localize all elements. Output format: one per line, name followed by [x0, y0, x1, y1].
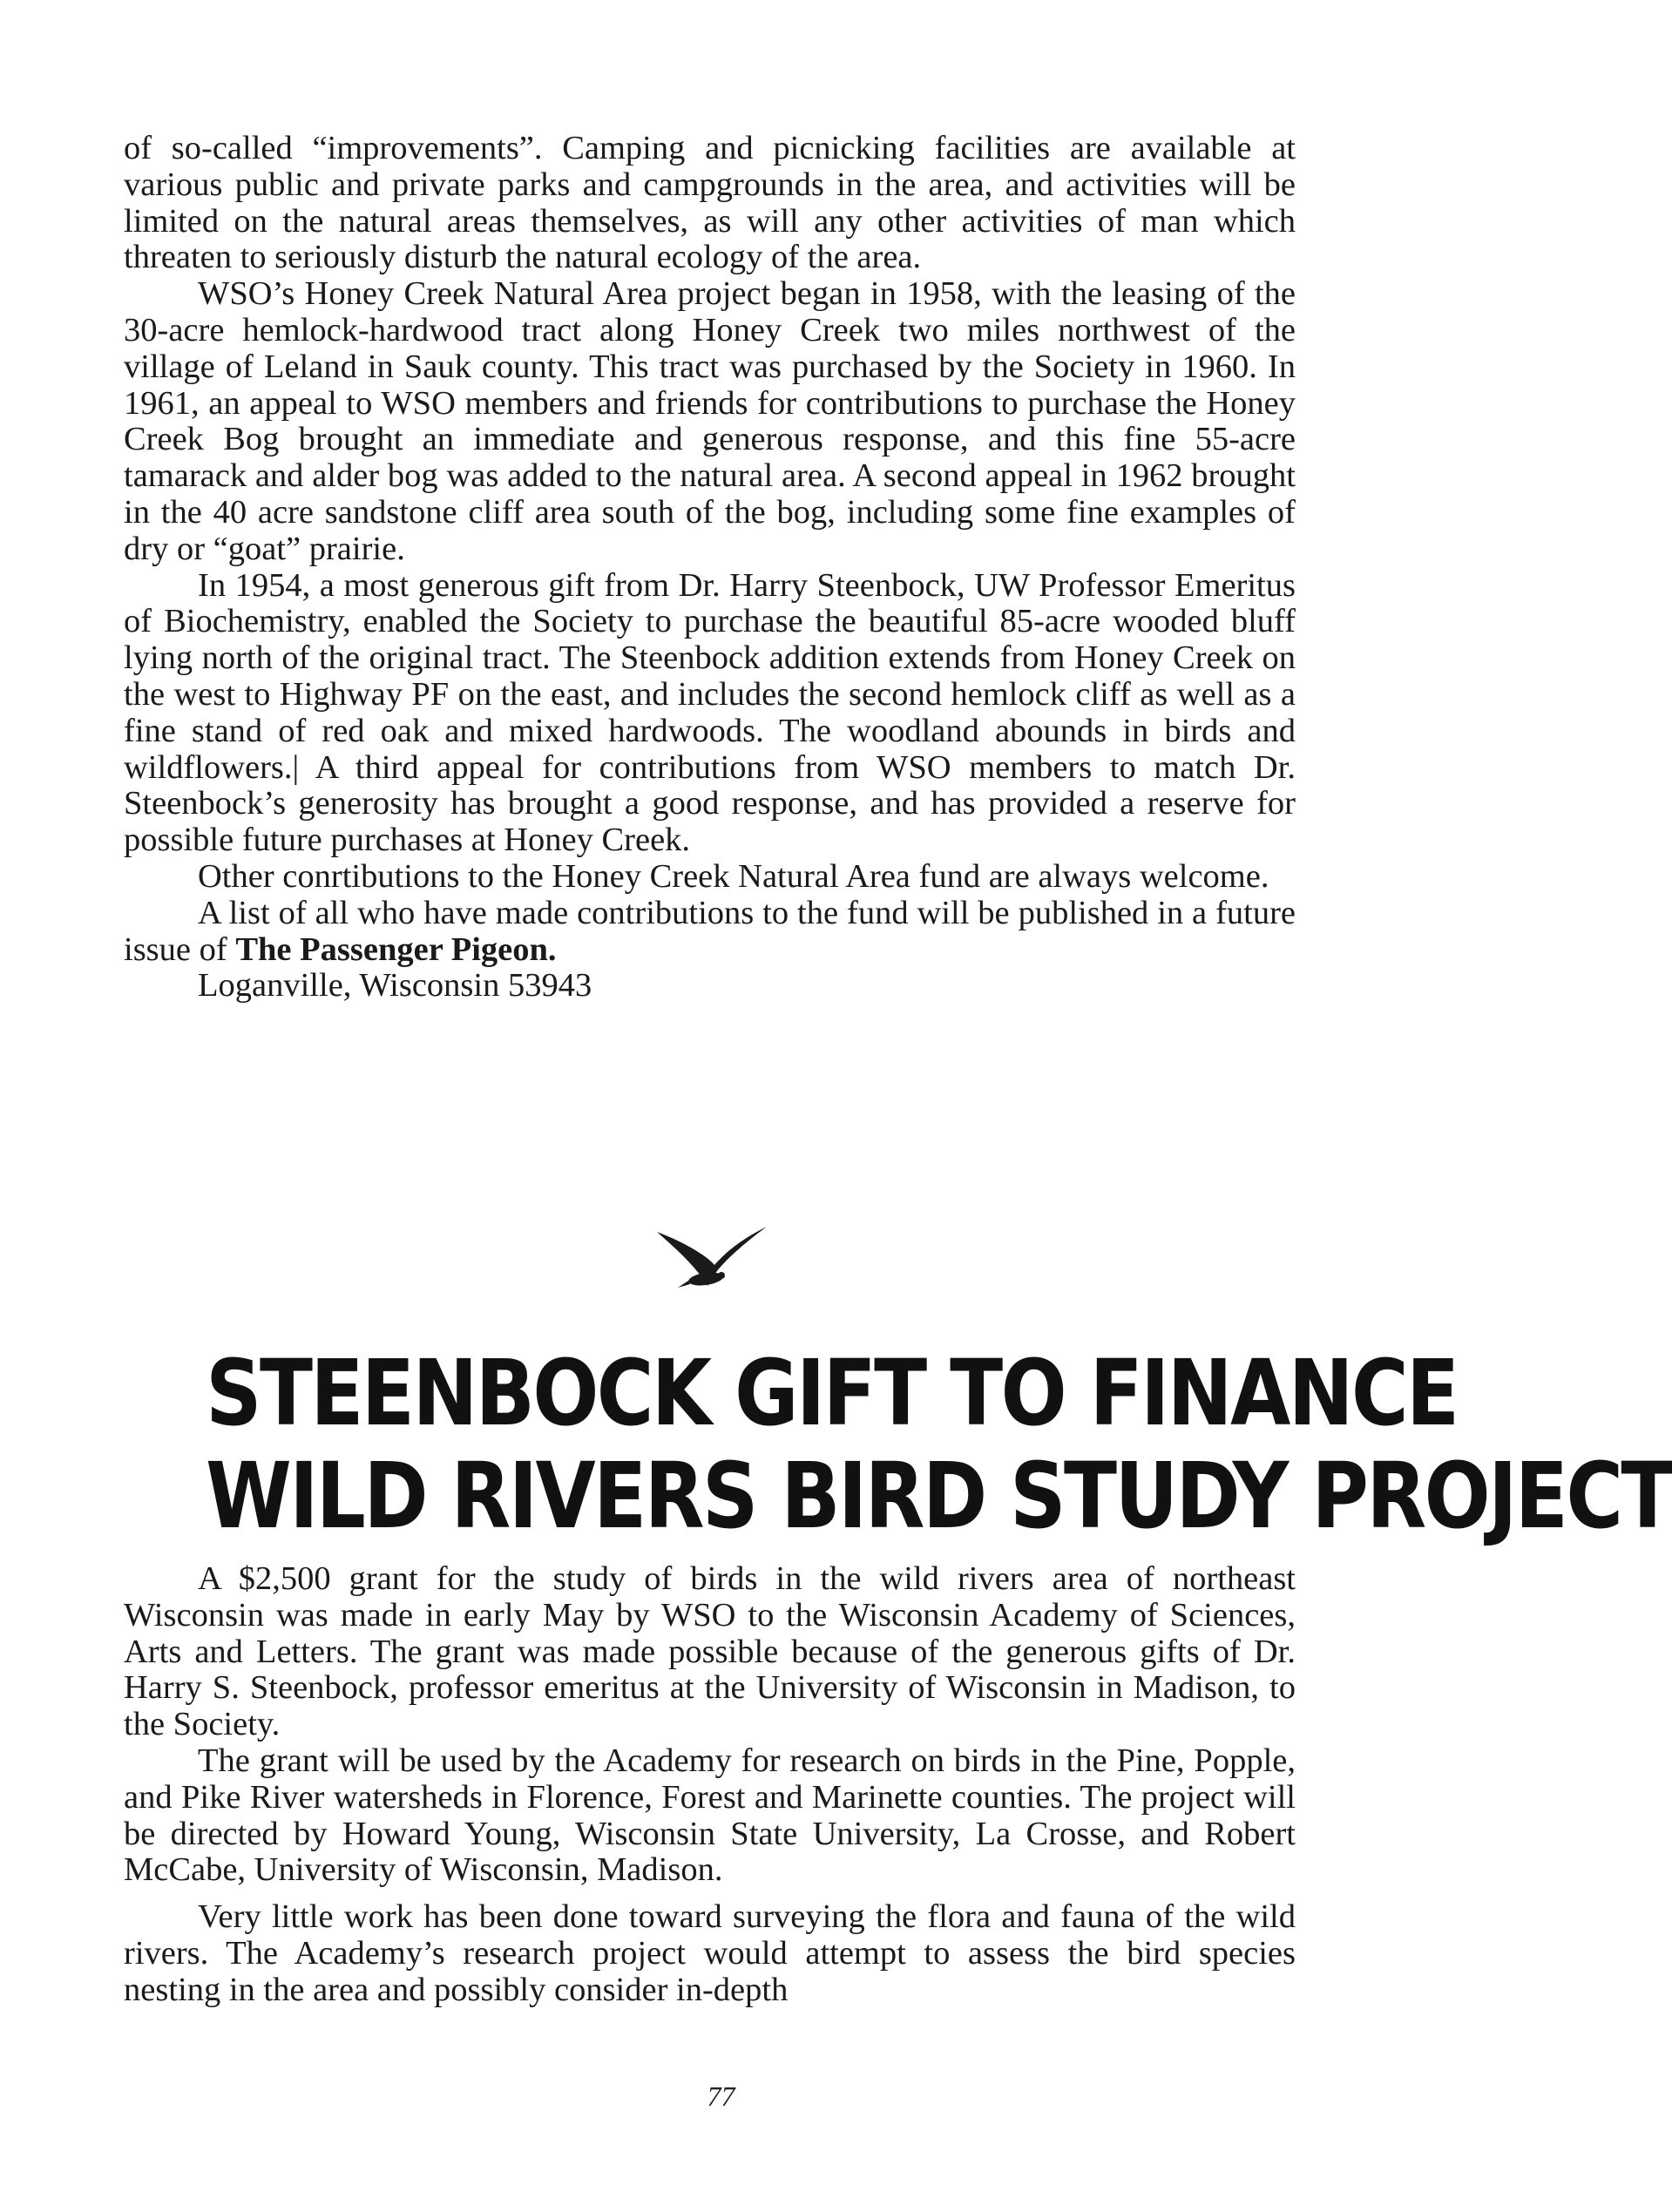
signoff: Loganville, Wisconsin 53943: [198, 967, 592, 1005]
body-text: A list of all who have made contributions to the fund will be published in a future issue of: [124, 894, 1296, 968]
flying-bird-icon: [655, 1221, 768, 1300]
body-paragraph: In 1954, a most generous gift from Dr. Harry Steenbock, UW Professor Emeritus of Biochemistry, enabled the Society to purchase the beautiful 85-acre wooded bluff lying north of the original tract. The Steenbock addition extends from Honey Creek on the west to Highway PF on the east, and includes the second hemlock cliff as well as a fine stand of red oak and mixed hardwoods. The woodland abounds in birds and wildflowers.| A third appeal for contributions from WSO members to match Dr. Steenbock’s generosity has brought a good response, and has provided a reserve for possible future purchases at Honey Creek.: [124, 566, 1296, 859]
body-paragraph: [124, 896, 1296, 969]
body-paragraph: of so-called “improvements”. Camping and picnicking facilities are available at various public and private parks and campgrounds in the area, and activities will be limited on the natural areas themselves, as will any other activities of man which threaten to seriously disturb the natural ecology of the area.: [124, 130, 1296, 276]
body-paragraph: The grant will be used by the Academy for research on birds in the Pine, Popple, and Pike River watersheds in Florence, Forest and Marinette counties. The project will be directed by Howard Young, Wisconsin State University, La Crosse, and Robert McCabe, University of Wisconsin, Madison.: [124, 1742, 1296, 1889]
body-paragraph: Very little work has been done toward surveying the flora and fauna of the wild rivers. The Academy’s research project would attempt to assess the bird species nesting in the area and possibly consider in-depth: [124, 1898, 1296, 2008]
article-top: [124, 131, 1296, 1005]
article-bottom: [124, 1561, 1296, 2009]
headline-line-2: WILD RIVERS BIRD STUDY PROJECT: [206, 1443, 1672, 1549]
body-paragraph: WSO’s Honey Creek Natural Area project began in 1958, with the leasing of the 30-acre hemlock-hardwood tract along Honey Creek two miles northwest of the village of Leland in Sauk county. This tract was purchased by the Society in 1960. In 1961, an appeal to WSO members and friends for contributions to purchase the Honey Creek Bog brought an immediate and generous response, and this fine 55-acre tamarack and alder bog was added to the natural area. A second appeal in 1962 brought in the 40 acre sandstone cliff area south of the bog, including some fine examples of dry or “goat” prairie.: [124, 275, 1296, 567]
body-paragraph: Other conrtibutions to the Honey Creek Natural Area fund are always welcome.: [198, 857, 1269, 895]
headline: [206, 1340, 1672, 1549]
headline-line-1: STEENBOCK GIFT TO FINANCE: [206, 1340, 1458, 1446]
body-paragraph: A $2,500 grant for the study of birds in the wild rivers area of northeast Wisconsin was made in early May by WSO to the Wisconsin Academy of Sciences, Arts and Letters. The grant was made possible because of the generous gifts of Dr. Harry S. Steenbock, professor emeritus at the University of Wisconsin in Madison, to the Society.: [124, 1560, 1296, 1743]
page-number: 77: [707, 2080, 735, 2112]
journal-title: The Passenger Pigeon.: [235, 930, 557, 968]
